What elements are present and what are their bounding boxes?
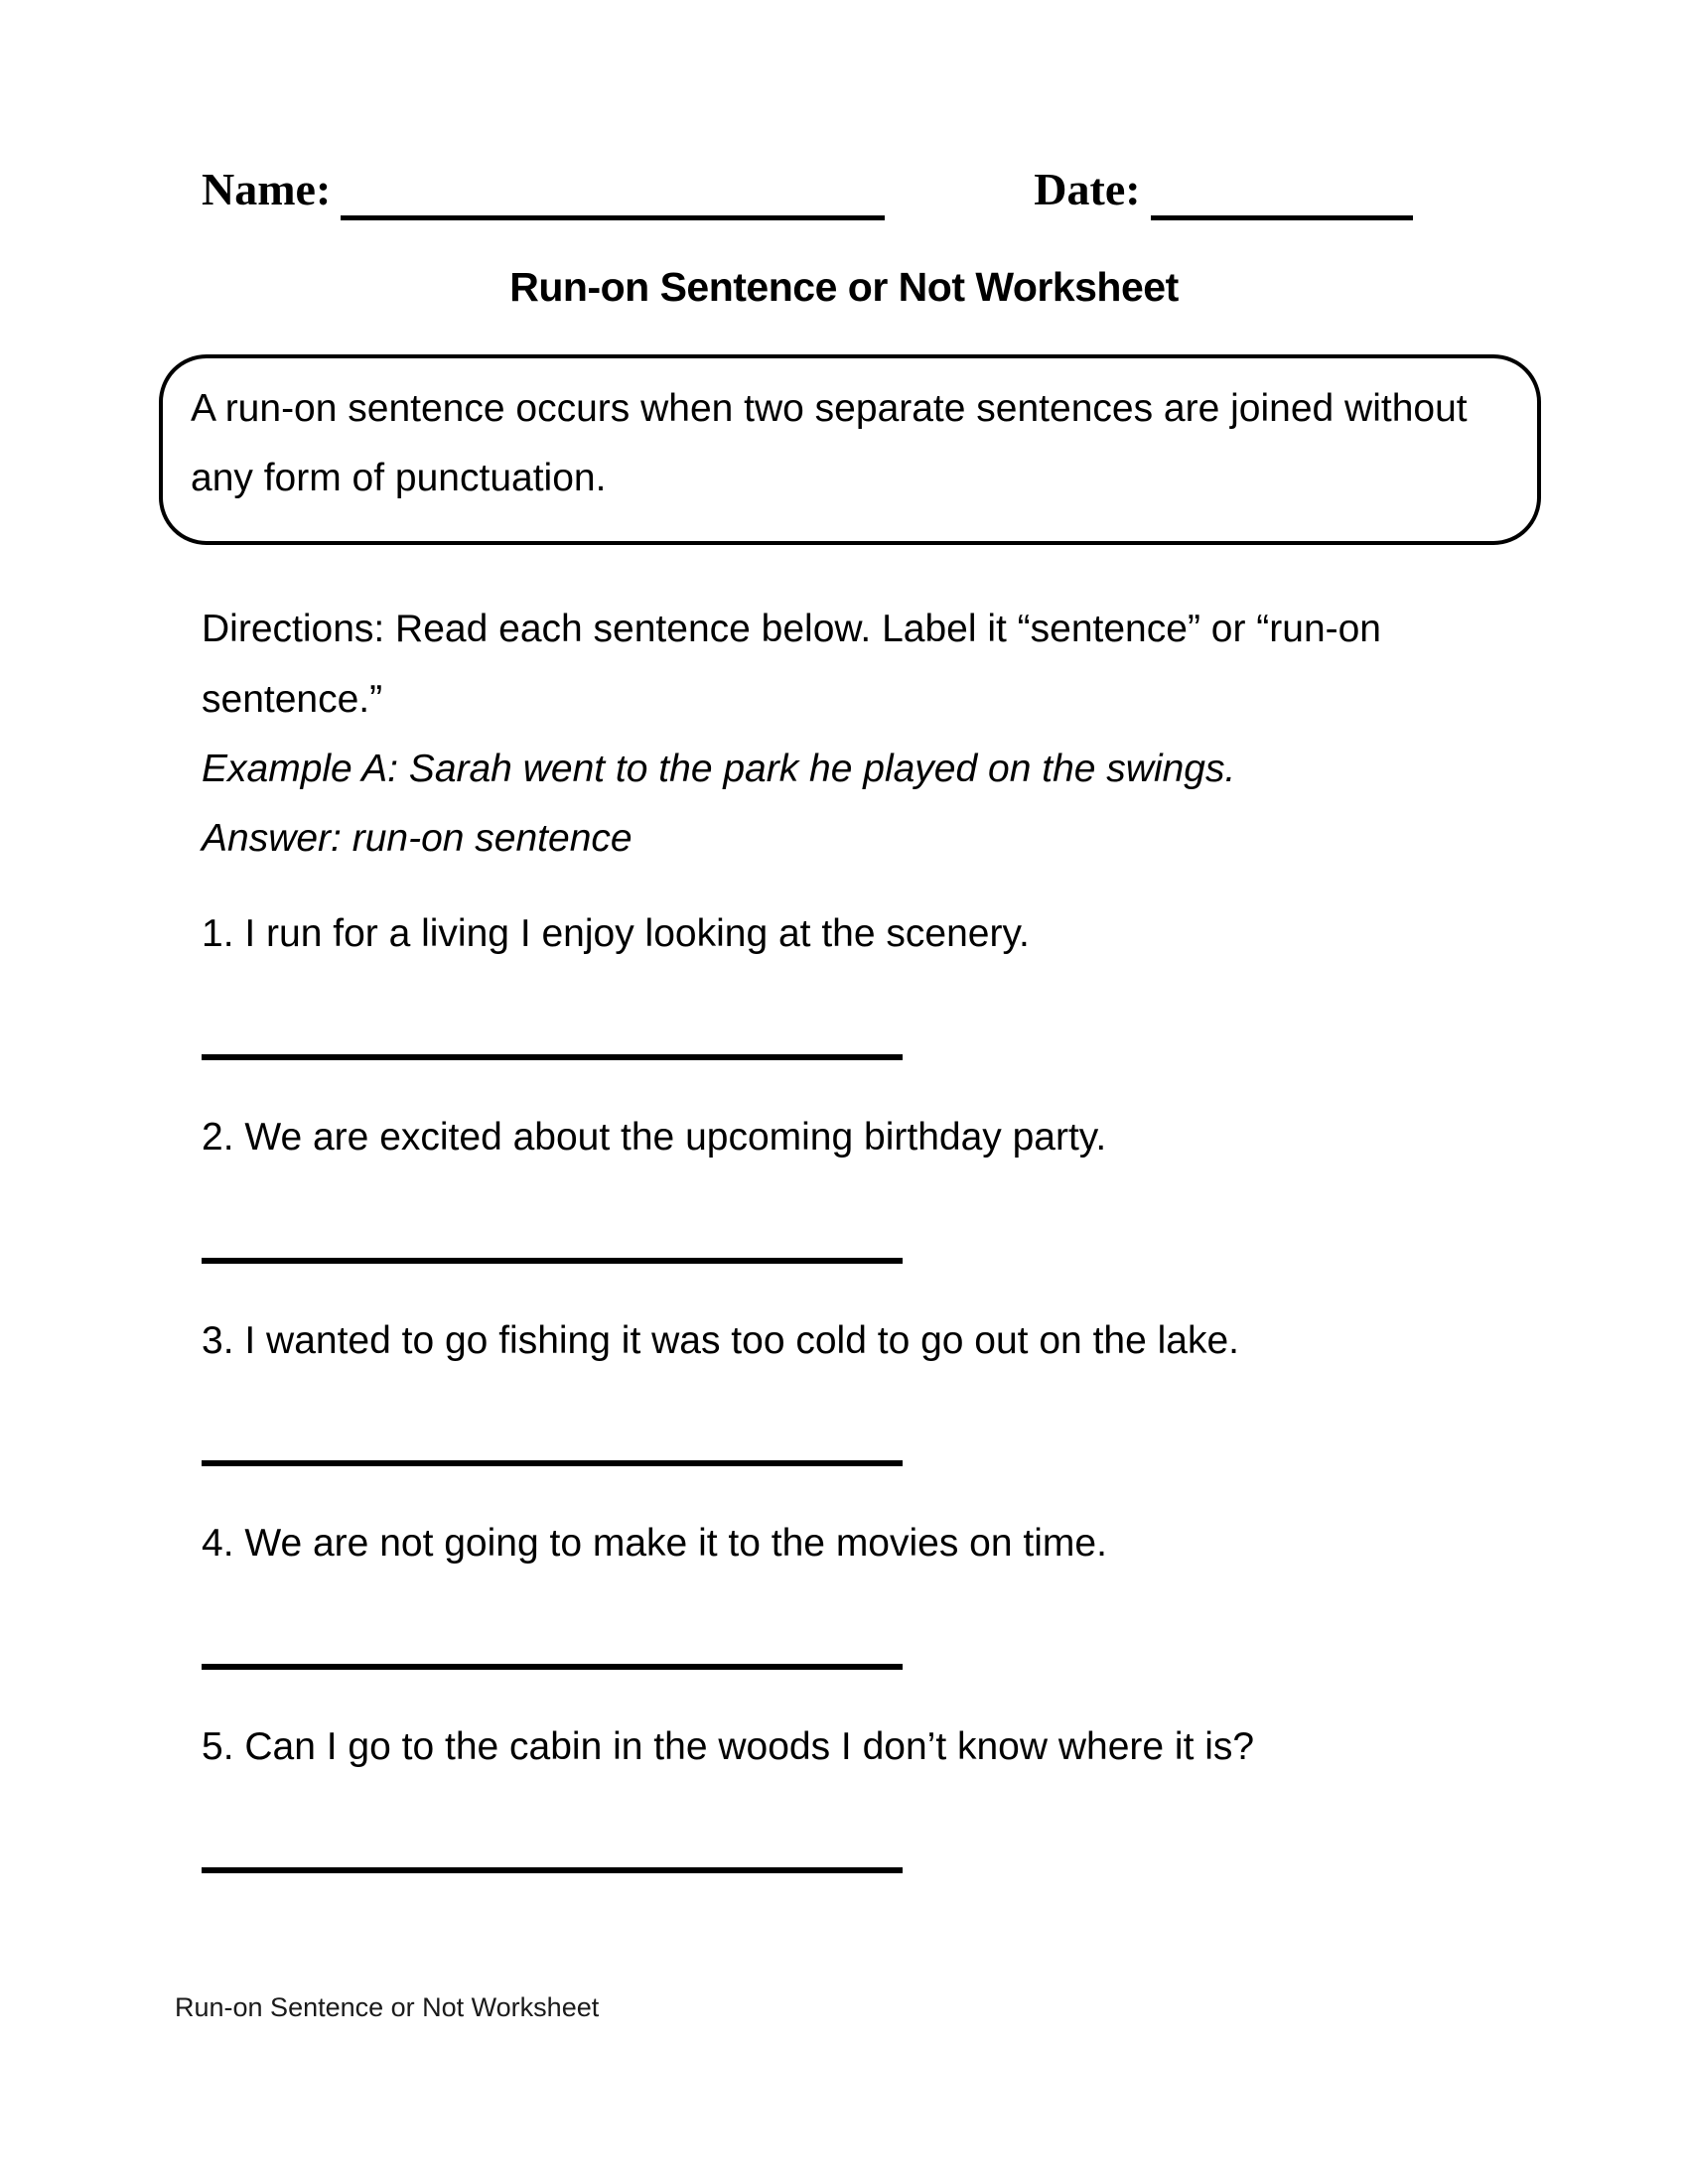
directions-block	[202, 595, 1398, 874]
question-item	[202, 1519, 1688, 1670]
name-blank-line	[341, 176, 885, 220]
date-group	[1034, 164, 1412, 214]
date-label: Date:	[1034, 164, 1141, 214]
date-blank-line	[1151, 176, 1413, 220]
header-row	[202, 0, 1688, 212]
question-text-1: 1. I run for a living I enjoy looking at the scenery.	[202, 912, 1030, 956]
definition-box	[159, 354, 1541, 545]
page-title: Run-on Sentence or Not Worksheet	[509, 264, 1179, 310]
answer-blank-line-1	[202, 1054, 903, 1060]
question-text-4: 4. We are not going to make it to the movies on time.	[202, 1522, 1107, 1566]
answer-blank-line-4	[202, 1664, 903, 1670]
question-item	[202, 909, 1688, 1060]
question-item	[202, 1722, 1688, 1873]
example-text: Example A: Sarah went to the park he played on the swings.	[202, 747, 1236, 790]
question-text-3: 3. I wanted to go fishing it was too cold to go out on the lake.	[202, 1318, 1240, 1362]
footer-title: Run-on Sentence or Not Worksheet	[175, 1991, 600, 2022]
directions-text: Directions: Read each sentence below. Label it “sentence” or “run-on sentence.”	[202, 608, 1381, 721]
definition-text: A run-on sentence occurs when two separate sentences are joined without any form of punctuation.	[191, 387, 1468, 500]
answer-blank-line-3	[202, 1460, 903, 1466]
example-answer-text: Answer: run-on sentence	[202, 816, 633, 860]
name-label: Name:	[202, 164, 332, 214]
answer-blank-line-2	[202, 1258, 903, 1264]
answer-blank-line-5	[202, 1867, 903, 1873]
question-item	[202, 1316, 1688, 1467]
question-text-2: 2. We are excited about the upcoming birthday party.	[202, 1115, 1107, 1159]
question-item	[202, 1113, 1688, 1264]
question-text-5: 5. Can I go to the cabin in the woods I don’t know where it is?	[202, 1724, 1255, 1768]
question-list	[202, 909, 1688, 1872]
